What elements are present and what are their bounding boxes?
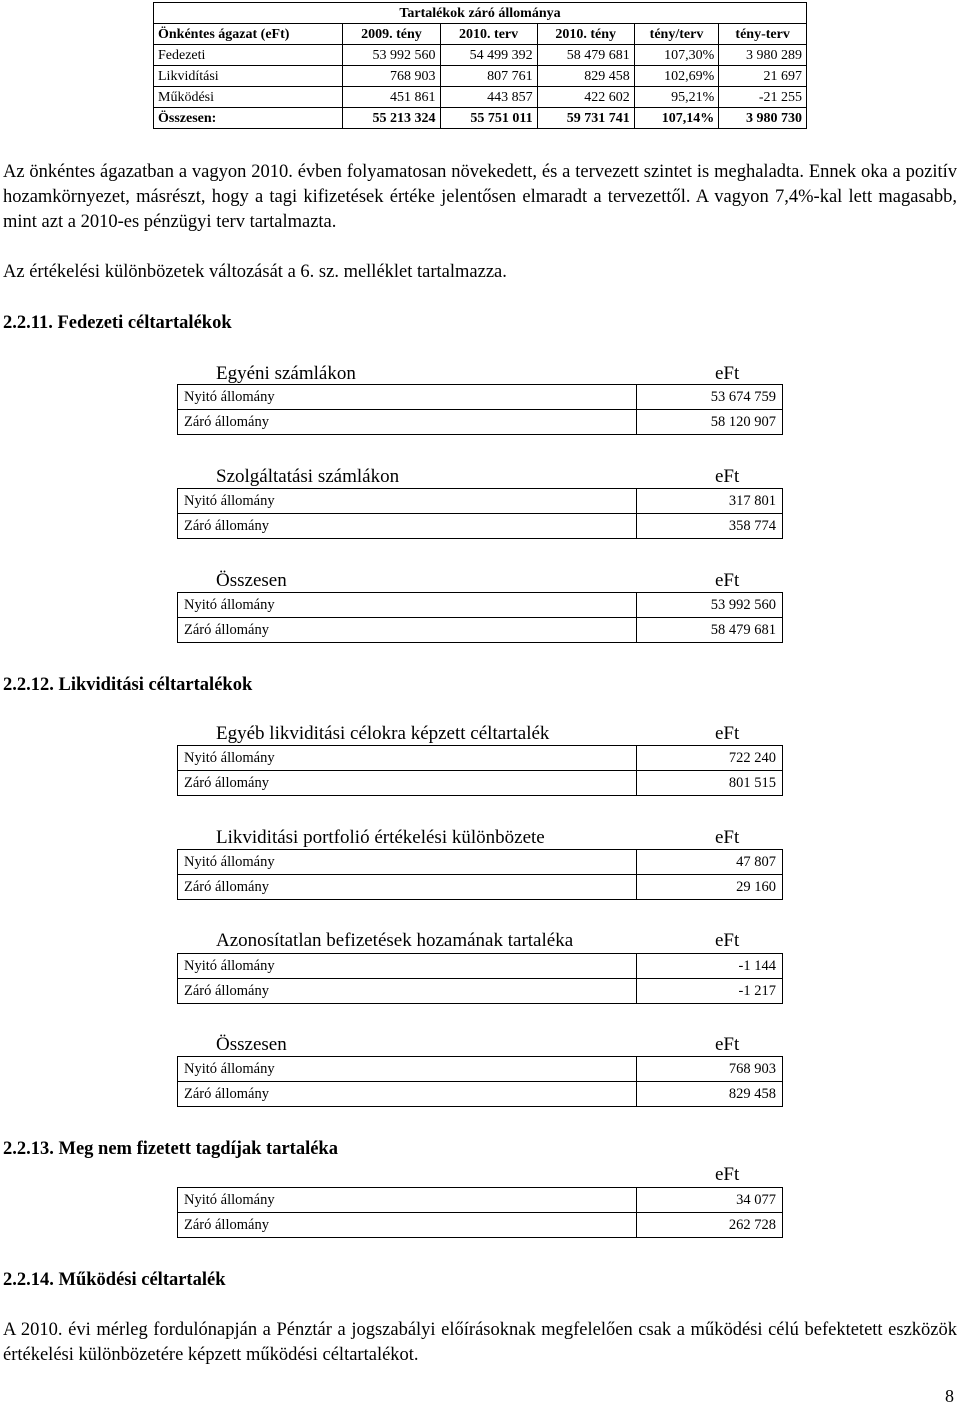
row-label: Nyitó állomány: [178, 850, 637, 875]
cell-value: 358 774: [637, 514, 783, 539]
cell-value: 102,69%: [634, 66, 719, 87]
column-header: Önkéntes ágazat (eFt): [154, 24, 343, 45]
row-label: Nyitó állomány: [178, 1188, 637, 1213]
unit-label: eFt: [715, 466, 740, 487]
cell-value: 53 992 560: [343, 45, 440, 66]
cell-value: -1 144: [637, 954, 783, 979]
table-row: [178, 1057, 783, 1082]
cell-value: 29 160: [637, 875, 783, 900]
row-label: Záró állomány: [178, 979, 637, 1004]
cell-value: 107,14%: [634, 108, 719, 129]
table-row: [178, 954, 783, 979]
column-header: tény/terv: [634, 24, 719, 45]
balance-table-szolgaltatasi: [177, 488, 783, 539]
row-label: Záró állomány: [178, 875, 637, 900]
cell-value: 47 807: [637, 850, 783, 875]
balance-table-fedezeti-osszesen: [177, 592, 783, 643]
unit-label: eFt: [715, 930, 740, 951]
row-label: Záró állomány: [178, 514, 637, 539]
balance-table-egyeni: [177, 384, 783, 435]
cell-value: 768 903: [637, 1057, 783, 1082]
row-label: Nyitó állomány: [178, 385, 637, 410]
block-title-egyeb-likviditasi: Egyéb likviditási célokra képzett céltartalék: [216, 723, 550, 744]
section-heading-2-2-11: 2.2.11. Fedezeti céltartalékok: [3, 313, 232, 333]
cell-value: 34 077: [637, 1188, 783, 1213]
row-label: Összesen:: [154, 108, 343, 129]
table-total-row: [154, 108, 807, 129]
cell-value: 53 674 759: [637, 385, 783, 410]
column-header: tény-terv: [719, 24, 807, 45]
row-label: Nyitó állomány: [178, 489, 637, 514]
cell-value: 451 861: [343, 87, 440, 108]
unit-label: eFt: [715, 723, 740, 744]
table-row: [154, 66, 807, 87]
cell-value: 422 602: [537, 87, 634, 108]
table-row: [178, 1213, 783, 1238]
balance-table-tagdij: [177, 1187, 783, 1238]
block-title-egyeni: Egyéni számlákon: [216, 363, 356, 384]
cell-value: 443 857: [440, 87, 537, 108]
row-label: Működési: [154, 87, 343, 108]
table-row: [178, 746, 783, 771]
cell-value: 53 992 560: [637, 593, 783, 618]
row-label: Záró állomány: [178, 1082, 637, 1107]
row-label: Záró állomány: [178, 410, 637, 435]
table-row: [178, 489, 783, 514]
table-caption-row: [154, 3, 807, 24]
table-row: [178, 410, 783, 435]
page-number: 8: [945, 1386, 954, 1406]
block-title-azonositatlan: Azonosítatlan befizetések hozamának tartaléka: [216, 930, 574, 951]
unit-label: eFt: [715, 570, 740, 591]
cell-value: 21 697: [719, 66, 807, 87]
column-header: 2009. tény: [343, 24, 440, 45]
cell-value: 801 515: [637, 771, 783, 796]
cell-value: 829 458: [537, 66, 634, 87]
column-header: 2010. terv: [440, 24, 537, 45]
balance-table-egyeb-likviditasi: [177, 745, 783, 796]
table-row: [178, 771, 783, 796]
unit-label: eFt: [715, 1164, 740, 1185]
cell-value: 829 458: [637, 1082, 783, 1107]
table-row: [178, 618, 783, 643]
block-title-szolgaltatasi: Szolgáltatási számlákon: [216, 466, 400, 487]
row-label: Nyitó állomány: [178, 954, 637, 979]
row-label: Záró állomány: [178, 1213, 637, 1238]
column-header: 2010. tény: [537, 24, 634, 45]
table-row: [178, 875, 783, 900]
cell-value: 58 479 681: [537, 45, 634, 66]
cell-value: 55 751 011: [440, 108, 537, 129]
cell-value: 722 240: [637, 746, 783, 771]
cell-value: 768 903: [343, 66, 440, 87]
block-title-likviditasi-osszesen: Összesen: [216, 1034, 287, 1055]
table-row: [178, 1188, 783, 1213]
balance-table-likviditasi-osszesen: [177, 1056, 783, 1107]
cell-value: 317 801: [637, 489, 783, 514]
table-row: [178, 385, 783, 410]
row-label: Záró állomány: [178, 771, 637, 796]
cell-value: 54 499 392: [440, 45, 537, 66]
table-row: [178, 979, 783, 1004]
row-label: Fedezeti: [154, 45, 343, 66]
cell-value: 262 728: [637, 1213, 783, 1238]
cell-value: 807 761: [440, 66, 537, 87]
row-label: Nyitó állomány: [178, 1057, 637, 1082]
block-title-likviditasi-portfolio: Likviditási portfolió értékelési különbözete: [216, 827, 545, 848]
row-label: Záró állomány: [178, 618, 637, 643]
cell-value: 3 980 289: [719, 45, 807, 66]
cell-value: 59 731 741: [537, 108, 634, 129]
cell-value: -21 255: [719, 87, 807, 108]
paragraph-operating-reserve: A 2010. évi mérleg fordulónapján a Pénztár a jogszabályi előírásoknak megfelelően csak a működési célú befektetett eszközök értékelési különbözetére képzett működési céltartalékot.: [3, 1320, 957, 1365]
table-header-row: [154, 24, 807, 45]
unit-label: eFt: [715, 363, 740, 384]
balance-table-azonositatlan: [177, 953, 783, 1004]
row-label: Nyitó állomány: [178, 746, 637, 771]
cell-value: -1 217: [637, 979, 783, 1004]
row-label: Nyitó állomány: [178, 593, 637, 618]
paragraph-valuation-note: Az értékelési különbözetek változását a 6. sz. melléklet tartalmazza.: [3, 262, 507, 282]
row-label: Likvidítási: [154, 66, 343, 87]
table-caption: Tartalékok záró állománya: [154, 3, 807, 24]
table-row: [178, 1082, 783, 1107]
reserves-closing-table: [153, 2, 807, 129]
table-row: [178, 593, 783, 618]
cell-value: 3 980 730: [719, 108, 807, 129]
table-row: [154, 45, 807, 66]
cell-value: 107,30%: [634, 45, 719, 66]
table-row: [178, 514, 783, 539]
unit-label: eFt: [715, 1034, 740, 1055]
table-row: [154, 87, 807, 108]
cell-value: 95,21%: [634, 87, 719, 108]
balance-table-likviditasi-portfolio: [177, 849, 783, 900]
cell-value: 58 479 681: [637, 618, 783, 643]
cell-value: 55 213 324: [343, 108, 440, 129]
block-title-fedezeti-osszesen: Összesen: [216, 570, 287, 591]
cell-value: 58 120 907: [637, 410, 783, 435]
section-heading-2-2-13: 2.2.13. Meg nem fizetett tagdíjak tartaléka: [3, 1139, 338, 1159]
unit-label: eFt: [715, 827, 740, 848]
section-heading-2-2-14: 2.2.14. Működési céltartalék: [3, 1270, 226, 1290]
section-heading-2-2-12: 2.2.12. Likviditási céltartalékok: [3, 675, 253, 695]
table-row: [178, 850, 783, 875]
paragraph-asset-growth: Az önkéntes ágazatban a vagyon 2010. évben folyamatosan növekedett, és a tervezett szintet is meghaladta. Ennek oka a pozitív hozamkörnyezet, másrészt, hogy a tagi kifizetések értéke jelentősen elmaradt a tervezettől. A vagyon 7,4%-kal lett magasabb, mint azt a 2010-es pénzügyi terv tartalmazta.: [3, 162, 957, 232]
